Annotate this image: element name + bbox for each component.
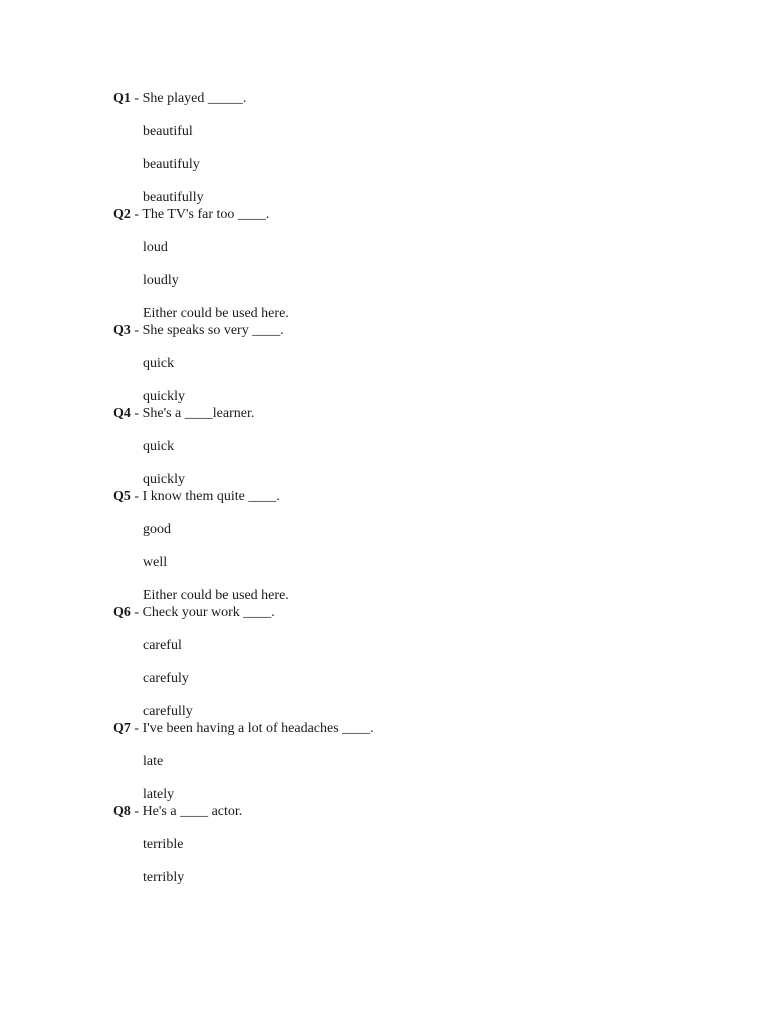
answer-option[interactable]: good (143, 522, 171, 537)
question-block (113, 488, 713, 604)
question-line (113, 90, 713, 107)
question-text: She speaks so very ____. (142, 323, 284, 338)
answer-option[interactable]: carefuly (143, 671, 189, 686)
answer-option[interactable]: terribly (143, 870, 185, 885)
question-block (113, 720, 713, 803)
answer-option[interactable]: quick (143, 356, 175, 371)
question-block (113, 90, 713, 206)
answer-option[interactable]: terrible (143, 837, 184, 852)
question-separator: - (130, 406, 143, 421)
question-block (113, 803, 713, 886)
answer-option[interactable]: Either could be used here. (143, 588, 289, 603)
question-line (113, 322, 713, 339)
quiz-list (113, 90, 713, 886)
question-number: Q2 (113, 207, 131, 222)
question-line (113, 206, 713, 223)
question-separator: - (130, 804, 143, 819)
question-text: He's a ____ actor. (142, 804, 243, 819)
question-line (113, 803, 713, 820)
question-block (113, 206, 713, 322)
question-text: I know them quite ____. (142, 489, 280, 504)
question-line (113, 604, 713, 621)
question-number: Q1 (113, 91, 131, 106)
answer-option[interactable]: Either could be used here. (143, 306, 289, 321)
question-text: I've been having a lot of headaches ____. (142, 721, 374, 736)
question-number: Q3 (113, 323, 131, 338)
question-text: She's a ____learner. (142, 406, 255, 421)
question-text: She played _____. (142, 91, 247, 106)
question-block (113, 405, 713, 488)
question-separator: - (130, 605, 143, 620)
question-separator: - (130, 489, 143, 504)
question-number: Q8 (113, 804, 131, 819)
question-separator: - (130, 207, 143, 222)
question-block (113, 604, 713, 720)
answer-option[interactable]: loud (143, 240, 168, 255)
answer-option[interactable]: loudly (143, 273, 179, 288)
answer-option[interactable]: beautifully (143, 190, 204, 205)
question-text: Check your work ____. (142, 605, 275, 620)
answer-option[interactable]: quickly (143, 472, 185, 487)
answer-option[interactable]: lately (143, 787, 175, 802)
question-number: Q6 (113, 605, 131, 620)
answer-option[interactable]: quickly (143, 389, 185, 404)
question-line (113, 405, 713, 422)
question-number: Q4 (113, 406, 131, 421)
question-line (113, 488, 713, 505)
answer-option[interactable]: careful (143, 638, 182, 653)
answer-option[interactable]: beautiful (143, 124, 193, 139)
answer-option[interactable]: beautifuly (143, 157, 200, 172)
question-number: Q7 (113, 721, 131, 736)
answer-option[interactable]: quick (143, 439, 175, 454)
answer-option[interactable]: late (143, 754, 164, 769)
question-separator: - (130, 91, 143, 106)
question-number: Q5 (113, 489, 131, 504)
answer-option[interactable]: well (143, 555, 168, 570)
question-separator: - (130, 721, 143, 736)
answer-option[interactable]: carefully (143, 704, 193, 719)
question-block (113, 322, 713, 405)
question-text: The TV's far too ____. (142, 207, 270, 222)
question-separator: - (130, 323, 143, 338)
question-line (113, 720, 713, 737)
